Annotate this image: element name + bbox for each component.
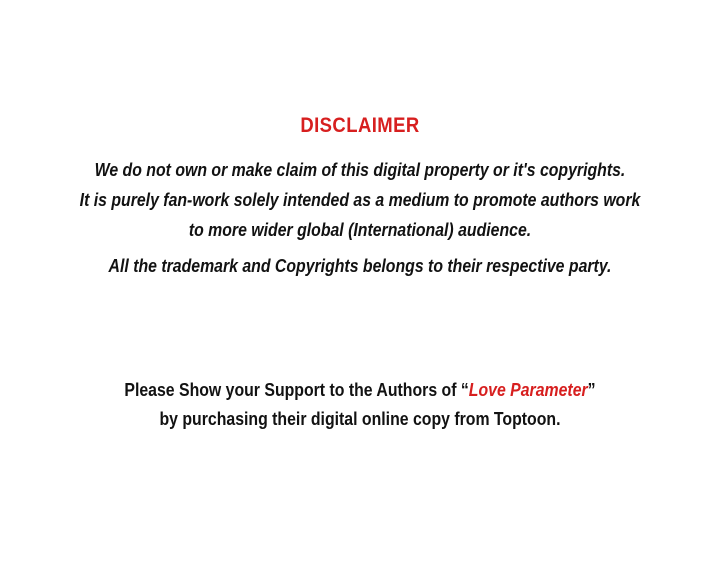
disclaimer-line: We do not own or make claim of this digital property or it's copyrights. [94,160,626,180]
series-title: Love Parameter [468,380,588,400]
disclaimer-paragraph [43,155,677,245]
support-prefix: Please Show your Support to the Authors of “ [124,380,469,400]
disclaimer-line: to more wider global (International) audience. [188,220,532,240]
trademark-line: All the trademark and Copyrights belongs to their respective party. [108,256,612,276]
support-suffix: ” [587,380,596,400]
support-line-1 [43,376,677,405]
support-note [43,376,677,434]
disclaimer-title: DISCLAIMER [300,113,420,137]
disclaimer-line: It is purely fan-work solely intended as a medium to promote authors work [79,190,641,210]
trademark-paragraph [43,251,677,281]
support-line-2: by purchasing their digital online copy from Toptoon. [159,409,561,429]
